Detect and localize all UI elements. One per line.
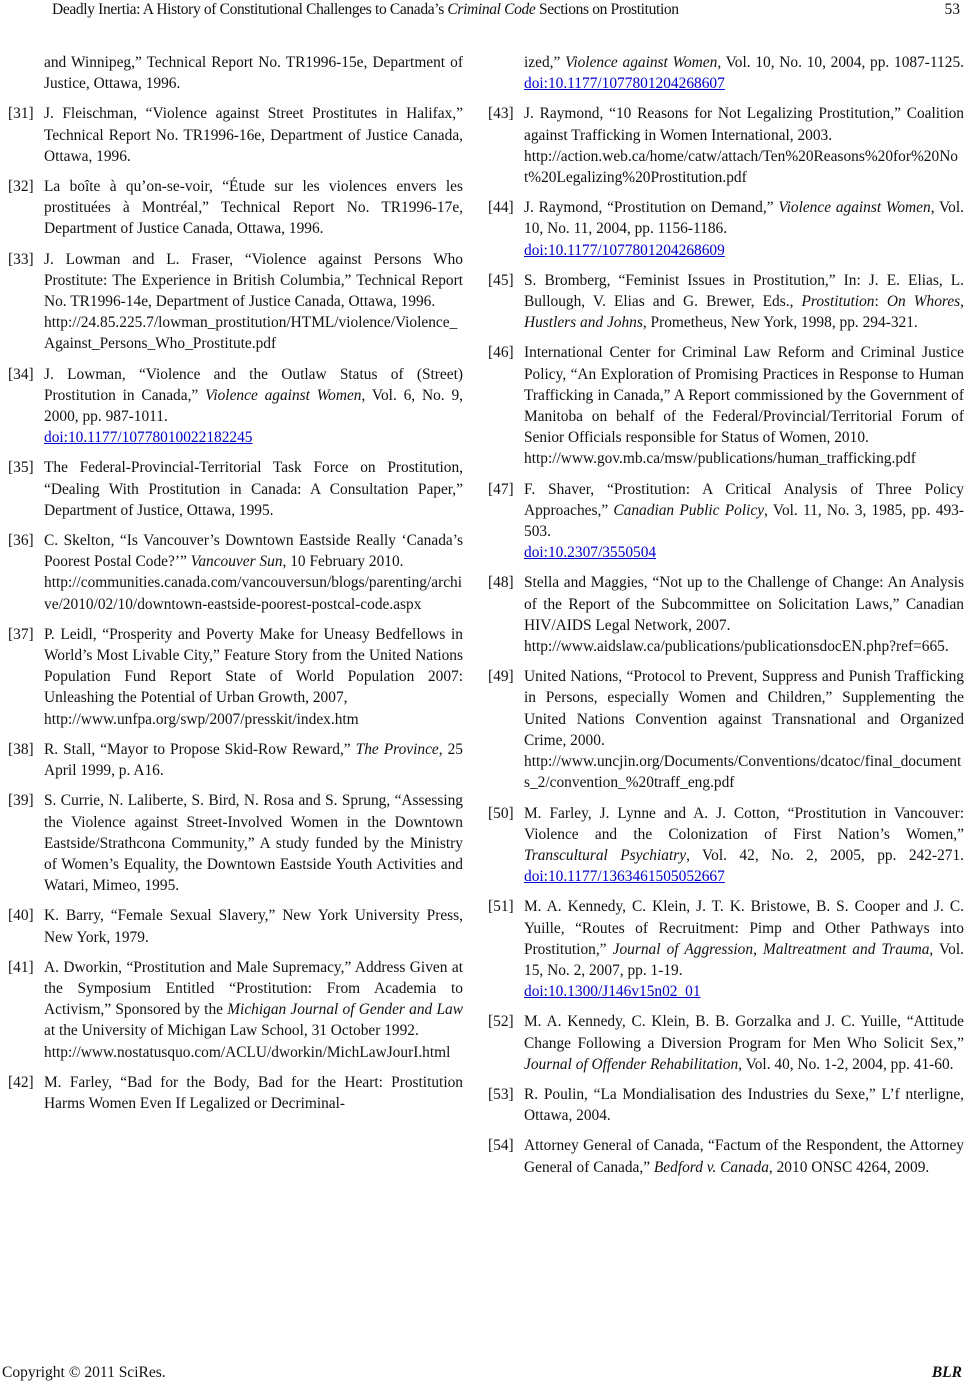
reference-text (44, 364, 463, 449)
reference-text (524, 197, 964, 261)
text-segment: : (874, 293, 887, 311)
doi-link[interactable]: doi:10.2307/3550504 (524, 544, 657, 562)
journal-title: Transcultural Psychiatry (524, 846, 687, 864)
references-right-column (488, 52, 965, 1187)
doi-link[interactable]: doi:10.1300/J146v15n02_01 (524, 983, 701, 1001)
text-segment: , Vol. 42, No. 2, 2005, pp. 242-271. (686, 846, 964, 864)
reference-text: R. Poulin, “La Mondialisation des Industries du Sexe,” L’f nterligne, Ottawa, 2004. (524, 1085, 964, 1125)
reference-number: [33] (8, 250, 34, 268)
journal-title: Maltreatment and Trauma (763, 940, 930, 958)
text-segment: , (960, 293, 965, 311)
reference-url: http://www.nostatusquo.com/ACLU/dworkin/MichLawJourI.html (44, 1043, 451, 1061)
copyright-notice: Copyright © 2011 SciRes. (2, 1364, 166, 1381)
reference-50 (488, 803, 964, 888)
reference-text (524, 479, 964, 564)
text-segment: , Vol. 6, No. 9, 2000, pp. 987-1011. (44, 386, 463, 426)
text-segment: , Vol. 15, No. 2, 2007, pp. 1-19. (524, 940, 964, 979)
reference-url: http://www.aidslaw.ca/publications/publicationsdocEN.php?ref=665. (524, 638, 949, 656)
reference-text: International Center for Criminal Law Reform and Criminal Justice Policy, “An Exploration of Promising Practices in Response to Human Trafficking in Canada,” A Report commissioned by the Government of Manitoba on behalf of the Federal/Provincial/Territorial Forum of Senior Officials responsible for Status of Women, 2010. (524, 344, 964, 447)
reference-text (524, 896, 964, 1002)
text-segment: C. Skelton, “Is Vancouver’s Downtown Eastside Really ‘Canada’s Poorest Postal Code?’” (44, 532, 463, 571)
reference-number: [46] (488, 344, 514, 362)
title-suffix: Sections on Prostitution (535, 1, 679, 18)
text-segment: J. Lowman, “Violence and the Outlaw Status of (Street) Prostitution in Canada,” (44, 365, 463, 404)
reference-number: [41] (8, 958, 34, 976)
reference-39 (8, 790, 463, 896)
reference-number: [35] (8, 459, 34, 477)
reference-url: http://communities.canada.com/vancouversun/blogs/parenting/archive/2010/02/10/downtown-eastside-poorest-postcal-code.aspx (44, 574, 462, 613)
reference-43 (488, 103, 964, 188)
journal-title: Canadian Public Policy (613, 501, 765, 519)
reference-text: The Federal-Provincial-Territorial Task Force on Prostitution, “Dealing With Prostitution in Canada: A Consultation Paper,” Department of Justice, Ottawa, 1995. (44, 459, 463, 519)
reference-text: and Winnipeg,” Technical Report No. TR1996-15e, Department of Justice, Ottawa, 1996. (44, 54, 463, 93)
text-segment: F. Shaver, “Prostitution: A Critical Analysis of Three Policy Approaches,” (524, 480, 964, 519)
book-title: On Whores (886, 293, 961, 311)
text-segment: , Vol. 11, No. 3, 1985, pp. 493-503. (524, 501, 965, 541)
reference-40 (8, 905, 463, 947)
reference-number: [47] (488, 480, 514, 498)
text-segment: J. Raymond, “Prostitution on Demand,” (524, 199, 779, 217)
reference-number: [48] (488, 574, 514, 592)
reference-34 (8, 364, 463, 449)
reference-text (44, 739, 463, 781)
reference-number: [43] (488, 105, 514, 123)
reference-number: [37] (8, 625, 34, 643)
reference-text (524, 1011, 964, 1075)
reference-number: [34] (8, 365, 34, 383)
title-prefix: Deadly Inertia: A History of Constitutional Challenges to Canada’s (52, 1, 448, 18)
reference-number: [45] (488, 271, 514, 289)
text-segment: M. A. Kennedy, C. Klein, J. T. K. Bristowe, B. S. Cooper and J. C. Yuille, “Routes of Recruitment: Pimp and Other Pathways into Prostitution,” (524, 898, 964, 958)
case-name: Bedford v. Canada (653, 1158, 769, 1176)
reference-url: http://action.web.ca/home/catw/attach/Ten%20Reasons%20for%20Not%20Legalizing%20Prostitution.pdf (524, 147, 959, 187)
running-title (52, 0, 679, 20)
doi-link[interactable]: doi:10.1177/1363461505052667 (524, 868, 725, 886)
reference-42 (8, 1072, 463, 1114)
reference-url: http://www.uncjin.org/Documents/Conventions/dcatoc/final_documents_2/convention_%20traff_eng.pdf (524, 753, 962, 792)
newspaper-title: Vancouver Sun (190, 553, 283, 571)
reference-37 (8, 624, 463, 730)
reference-35 (8, 457, 463, 521)
journal-title: Michigan Journal of Gender and Law (227, 1001, 463, 1019)
reference-47 (488, 479, 965, 564)
reference-44 (488, 197, 964, 261)
reference-number: [42] (8, 1073, 34, 1091)
reference-number: [40] (8, 907, 34, 925)
doi-link[interactable]: doi:10.1177/10778010022182245 (44, 429, 253, 447)
reference-url: http://www.unfpa.org/swp/2007/presskit/index.htm (44, 710, 359, 728)
book-title: Hustlers and Johns (524, 314, 643, 332)
reference-number: [49] (488, 668, 514, 686)
text-segment: at the University of Michigan Law School, 31 October 1992. (44, 1022, 419, 1040)
journal-title: Journal of Offender Rehabilitation (524, 1055, 739, 1073)
text-segment: , (753, 940, 764, 958)
journal-title: Journal of Aggression (612, 940, 754, 958)
reference-number: [38] (8, 740, 34, 758)
reference-text: Stella and Maggies, “Not up to the Challenge of Change: An Analysis of the Report of the Subcommittee on Solicitation Laws,” Canadian HIV/AIDS Legal Network, 2007. (524, 574, 964, 634)
reference-number: [50] (488, 804, 514, 822)
reference-number: [36] (8, 532, 34, 550)
reference-continuation (26, 52, 463, 94)
doi-link[interactable]: doi:10.1177/1077801204268609 (524, 241, 725, 259)
reference-text: J. Fleischman, “Violence against Street Prostitutes in Halifax,” Technical Report No. TR1996-16e, Department of Justice Canada, Ottawa, 1996. (44, 105, 463, 165)
running-header (0, 0, 968, 22)
text-segment: Attorney General of Canada, “Factum of the Respondent, the Attorney General of Canada,” (524, 1137, 964, 1176)
reference-text: La boîte à qu’on-se-voir, “Étude sur les violences envers les prostituées à Montréal,” Technical Report No. TR1996-17e, Department of Justice Canada, Ottawa, 1996. (44, 178, 463, 238)
references-left-column (8, 52, 463, 1123)
reference-url: http://www.gov.mb.ca/msw/publications/human_trafficking.pdf (524, 450, 916, 468)
text-segment: , 25 April 1999, p. A16. (44, 740, 463, 780)
reference-51 (488, 896, 964, 1002)
text-segment: ized,” (524, 54, 566, 71)
reference-text (524, 270, 964, 334)
text-segment: S. Bromberg, “Feminist Issues in Prostitution,” In: J. E. Elias, L. Bullough, V. Elias and G. Brewer, Eds., (524, 271, 964, 311)
reference-number: [39] (8, 792, 34, 810)
reference-text: S. Currie, N. Laliberte, S. Bird, N. Rosa and S. Sprung, “Assessing the Violence against Street-Involved Women in the Downtown Eastside/Strathcona Community,” A study funded by the Ministry of Women’s Equality, the Downtown Eastside Youth Activities and Watari, Mimeo, 1995. (44, 792, 463, 895)
reference-number: [44] (488, 199, 514, 217)
reference-32 (8, 176, 463, 240)
page-number: 53 (944, 1, 960, 18)
reference-48 (488, 572, 964, 657)
reference-text: United Nations, “Protocol to Prevent, Suppress and Punish Trafficking in Persons, especially Women and Children,” Supplementing the United Nations Convention against Transnational and Organized Crime, 2000. (524, 668, 964, 749)
reference-36 (8, 530, 463, 615)
reference-text: K. Barry, “Female Sexual Slavery,” New York University Press, New York, 1979. (44, 907, 463, 946)
reference-number: [53] (488, 1085, 514, 1103)
reference-text: P. Leidl, “Prosperity and Poverty Make for Uneasy Bedfellows in World’s Most Livable City,” Feature Story from the United Nations Population Fund Report State of World Population 2007: Unleashing the Potential of Urban Growth, 2007, (44, 625, 463, 707)
reference-url: http://24.85.225.7/lowman_prostitution/HTML/violence/Violence_Against_Persons_Who_Prostitute.pdf (44, 314, 458, 353)
text-segment: , Vol. 10, No. 10, 2004, pp. 1087-1125. (717, 54, 964, 71)
reference-text (524, 52, 964, 94)
reference-31 (8, 103, 463, 167)
reference-number: [31] (8, 105, 34, 123)
text-segment: M. Farley, J. Lynne and A. J. Cotton, “Prostitution in Vancouver: Violence and the Colonization of First Nation’s Women,” (524, 804, 964, 843)
text-segment: R. Stall, “Mayor to Propose Skid-Row Reward,” (44, 740, 356, 758)
title-italic: Criminal Code (447, 1, 536, 18)
reference-text: M. Farley, “Bad for the Body, Bad for the Heart: Prostitution Harms Women Even If Legalized or Decriminal- (44, 1073, 463, 1112)
reference-45 (488, 270, 965, 334)
reference-41 (8, 957, 463, 1063)
reference-number: [51] (488, 898, 514, 916)
book-title: Prostitution (801, 293, 875, 311)
reference-text: J. Raymond, “10 Reasons for Not Legalizing Prostitution,” Coalition against Trafficking in Women International, 2003. (524, 105, 964, 144)
text-segment: , 10 February 2010. (282, 553, 404, 571)
reference-number: [54] (488, 1137, 514, 1155)
reference-text (44, 957, 463, 1042)
doi-link[interactable]: doi:10.1177/1077801204268607 (524, 75, 725, 93)
journal-title: Violence against Women (778, 199, 931, 217)
reference-text (524, 1135, 964, 1177)
reference-38 (8, 739, 463, 781)
journal-abbreviation: BLR (931, 1364, 962, 1381)
text-segment: M. A. Kennedy, C. Klein, B. B. Gorzalka and J. C. Yuille, “Attitude Change Following a Diversion Program for Men Who Solicit Sex,” (524, 1013, 964, 1052)
reference-text (524, 803, 964, 888)
reference-52 (488, 1011, 964, 1075)
text-segment: , 2010 ONSC 4264, 2009. (768, 1158, 930, 1176)
reference-33 (8, 249, 463, 355)
reference-49 (488, 666, 964, 793)
reference-54 (488, 1135, 964, 1177)
text-segment: , Vol. 40, No. 1-2, 2004, pp. 41-60. (738, 1055, 954, 1073)
reference-46 (488, 342, 964, 469)
page-footer (0, 1364, 968, 1386)
reference-53 (488, 1084, 964, 1126)
reference-continuation (506, 52, 964, 94)
reference-text: J. Lowman and L. Fraser, “Violence against Persons Who Prostitute: The Experience in British Columbia,” Technical Report No. TR1996-14e, Department of Justice Canada, Ottawa, 1996. (44, 250, 463, 311)
reference-number: [32] (8, 178, 34, 196)
text-segment: , Vol. 10, No. 11, 2004, pp. 1156-1186. (524, 199, 964, 238)
journal-title: Violence against Women (205, 386, 362, 404)
journal-title: Violence against Women (565, 54, 718, 71)
text-segment: , Prometheus, New York, 1998, pp. 294-321. (642, 314, 918, 332)
reference-text (44, 530, 463, 572)
text-segment: A. Dworkin, “Prostitution and Male Supremacy,” Address Given at the Symposium Entitled “Prostitution: From Academia to Activism,” Sponsored by the (44, 958, 463, 1019)
reference-number: [52] (488, 1013, 514, 1031)
newspaper-title: The Province (355, 740, 439, 758)
